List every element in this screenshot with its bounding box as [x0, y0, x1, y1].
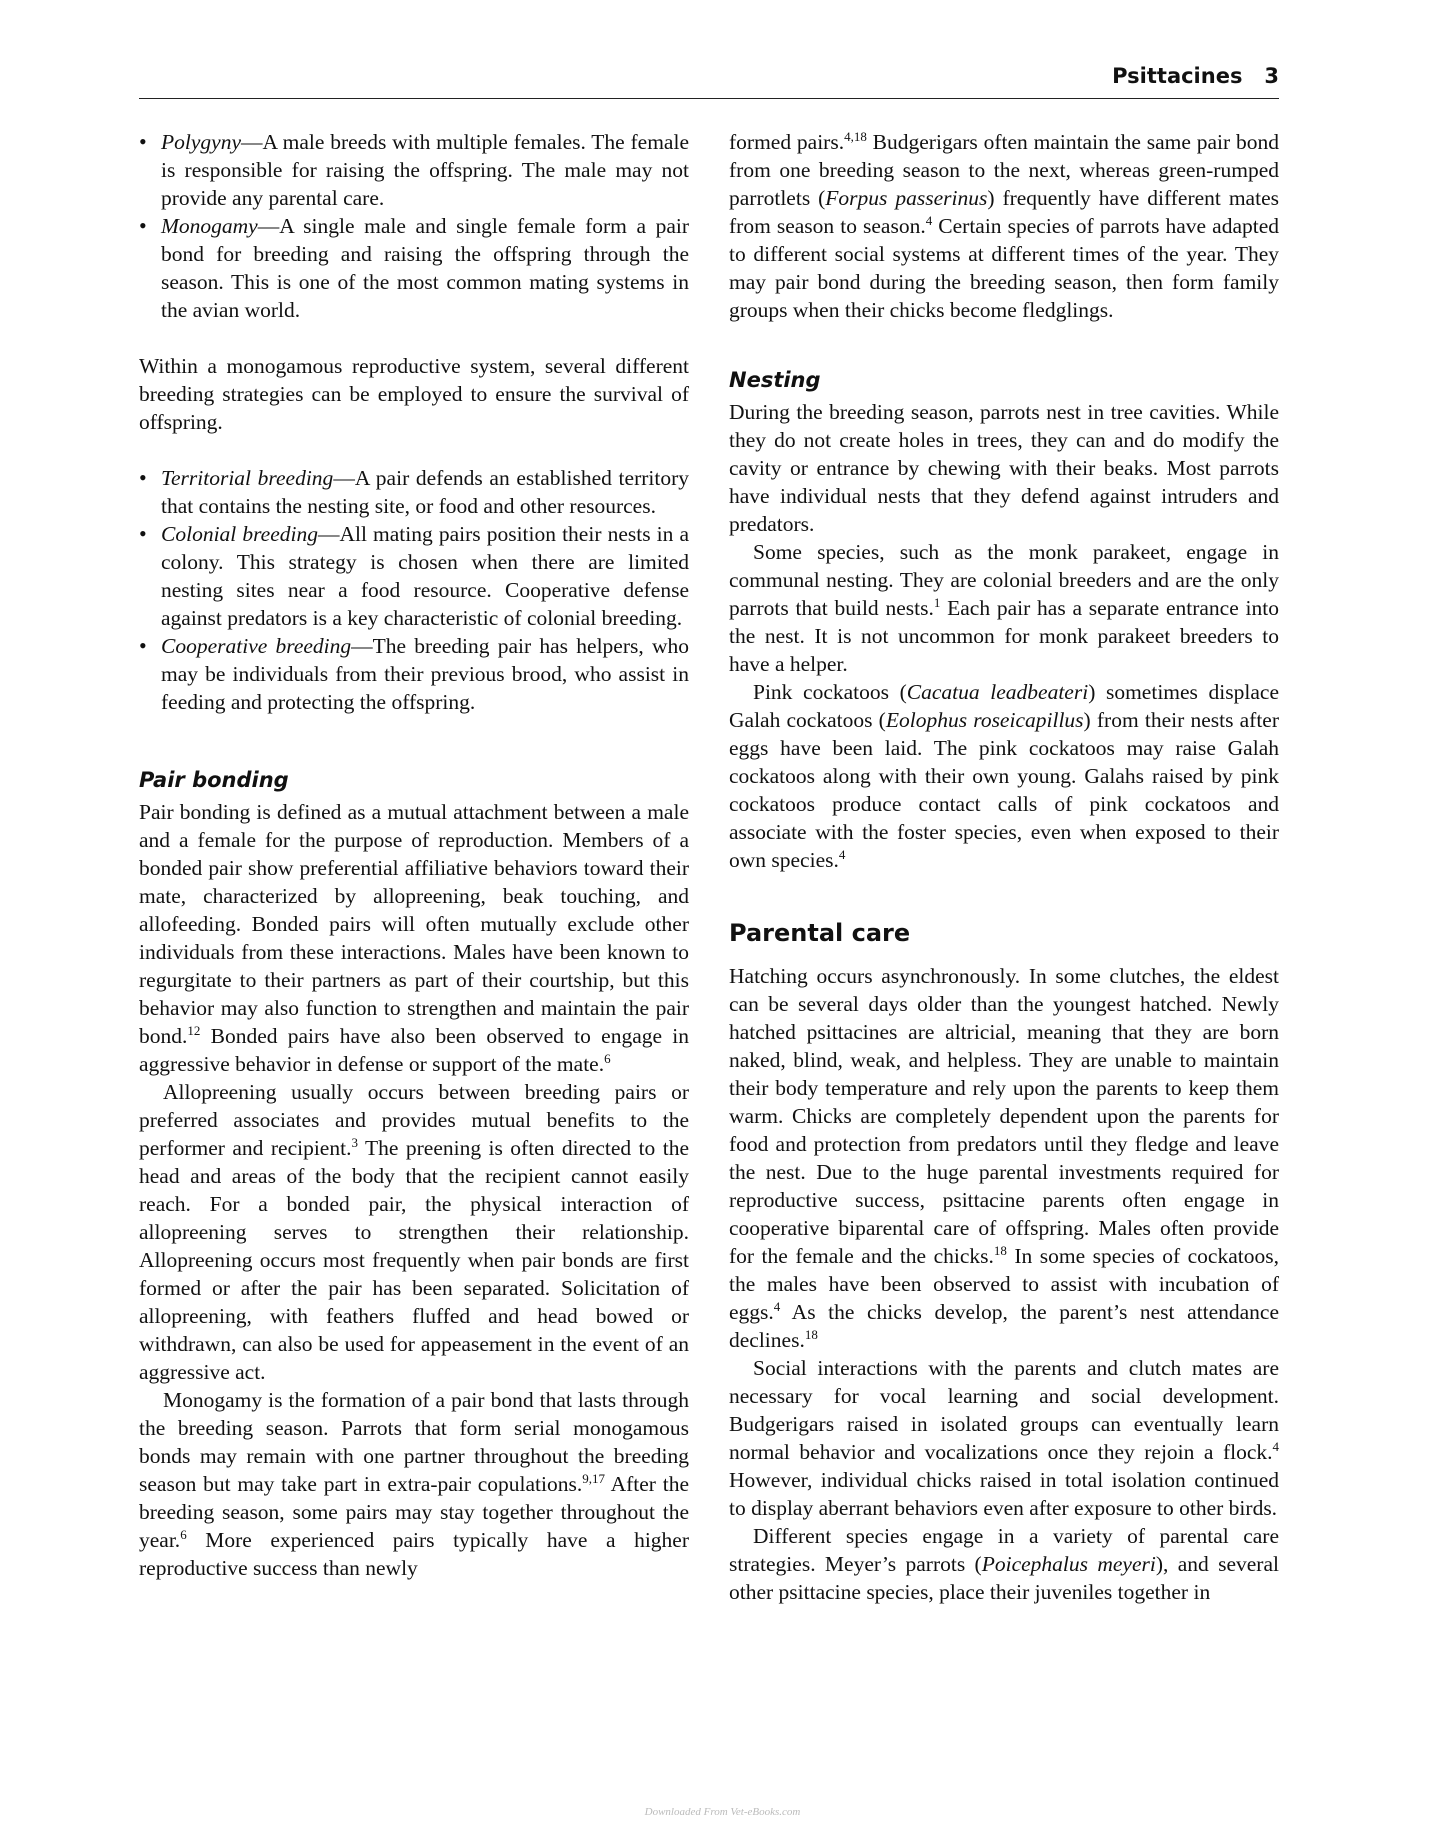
breeding-strategies-list: [139, 464, 689, 716]
list-item-colonial: [139, 520, 689, 632]
definition: —A single male and single female form a pair bond for breeding and raising the offspring through the season. This is one of the most common mating systems in the avian world.: [161, 214, 689, 322]
right-column: [729, 128, 1279, 1606]
definition: —A pair defends an established territory that contains the nesting site, or food and other resources.: [161, 466, 689, 518]
left-column: [139, 128, 689, 1582]
term: Cooperative breeding: [161, 634, 352, 658]
list-item-monogamy: [139, 212, 689, 324]
paragraph: Pair bonding is defined as a mutual attachment between a male and a female for the purpose of reproduction. Members of a bonded pair show preferential affiliative behaviors toward their mate, characterized by allopreening, beak touching, and allofeeding. Bonded pairs will often mutually exclude other individuals from these interactions. Males have been known to regurgitate to their partners as part of their courtship, but this behavior may also function to strengthen and maintain the pair bond.$^{12}$ Bonded pairs have also been observed to engage in aggressive behavior in defense or support of the mate.$^6$: [139, 800, 689, 1076]
term: Polygyny: [161, 130, 241, 154]
paragraph: Different species engage in a variety of parental care strategies. Meyer’s parrots (Poicephalus meyeri), and several other psittacine species, place their juveniles together in: [729, 1524, 1279, 1604]
mating-systems-list: [139, 128, 689, 324]
page-header: [139, 58, 1279, 98]
running-head: Psittacines 3: [1112, 64, 1279, 88]
term: Monogamy: [161, 214, 258, 238]
list-item-polygyny: [139, 128, 689, 212]
watermark-footer: Downloaded From Vet-eBooks.com: [644, 1806, 801, 1818]
paragraph: Some species, such as the monk parakeet, engage in communal nesting. They are colonial breeders and are the only parrots that build nests.$^1$ Each pair has a separate entrance into the nest. It is not uncommon for monk parakeet breeders to have a helper.: [729, 540, 1279, 676]
paragraph-intro: Within a monogamous reproductive system, several different breeding strategies can be employed to ensure the survival of offspring.: [139, 354, 689, 434]
definition: —The breeding pair has helpers, who may be individuals from their previous brood, who assist in feeding and protecting the offspring.: [161, 634, 689, 714]
paragraph: Allopreening usually occurs between breeding pairs or preferred associates and provides mutual benefits to the performer and recipient.$^3$ The preening is often directed to the head and areas of the body that the recipient cannot easily reach. For a bonded pair, the physical interaction of allopreening serves to strengthen their relationship. Allopreening occurs most frequently when pair bonds are first formed or after the pair has been separated. Solicitation of allopreening, with feathers fluffed and head bowed or withdrawn, can also be used for appeasement in the event of an aggressive act.: [139, 1080, 689, 1384]
header-rule: [139, 98, 1279, 99]
definition: —All mating pairs position their nests in a colony. This strategy is chosen when there are limited nesting sites near a food resource. Cooperative defense against predators is a key characteristic of colonial breeding.: [161, 522, 690, 630]
section-heading-parental-care: Parental care: [729, 919, 911, 947]
paragraph: Pink cockatoos (Cacatua leadbeateri) sometimes displace Galah cockatoos (Eolophus roseicapillus) from their nests after eggs have been laid. The pink cockatoos may raise Galah cockatoos along with their own young. Galahs raised by pink cockatoos produce contact calls of pink cockatoos and associate with the foster species, even when exposed to their own species.$^4$: [729, 680, 1280, 872]
section-heading-nesting: Nesting: [729, 368, 821, 392]
section-heading-pair-bonding: Pair bonding: [139, 768, 289, 792]
definition: —A male breeds with multiple females. The female is responsible for raising the offspring. The male may not provide any parental care.: [161, 130, 689, 210]
list-item-cooperative: [139, 632, 689, 716]
paragraph: formed pairs.$^{4,18}$ Budgerigars often maintain the same pair bond from one breeding season to the next, whereas green-rumped parrotlets (Forpus passerinus) frequently have different mates from season to season.$^4$ Certain species of parrots have adapted to different social systems at different times of the year. They may pair bond during the breeding season, then form family groups when their chicks become fledglings.: [729, 129, 1280, 322]
paragraph: Hatching occurs asynchronously. In some clutches, the eldest can be several days older than the youngest hatched. Newly hatched psittacines are altricial, meaning that they are born naked, blind, weak, and helpless. They are unable to maintain their body temperature and rely upon the parents to keep them warm. Chicks are completely dependent upon the parents for food and protection from predators until they fledge and leave the nest. Due to the huge parental investments required for reproductive success, psittacine parents often engage in cooperative biparental care of offspring. Males often provide for the female and the chicks.$^{18}$ In some species of cockatoos, the males have been observed to assist with incubation of eggs.$^4$ As the chicks develop, the parent’s nest attendance declines.$^{18}$: [729, 964, 1279, 1352]
term: Colonial breeding: [161, 522, 318, 546]
list-item-territorial: [139, 464, 689, 520]
paragraph: Social interactions with the parents and clutch mates are necessary for vocal learning and social development. Budgerigars raised in isolated groups can eventually learn normal behavior and vocalizations once they rejoin a flock.$^4$ However, individual chicks raised in total isolation continued to display aberrant behaviors even after exposure to other birds.: [729, 1356, 1279, 1520]
term: Territorial breeding: [161, 466, 334, 490]
paragraph: Monogamy is the formation of a pair bond that lasts through the breeding season. Parrots that form serial monogamous bonds may remain with one partner throughout the breeding season but may take part in extra-pair copulations.$^{9,17}$ After the breeding season, some pairs may stay together throughout the year.$^6$ More experienced pairs typically have a higher reproductive success than newly: [139, 1388, 689, 1580]
paragraph: During the breeding season, parrots nest in tree cavities. While they do not create holes in trees, they can and do modify the cavity or entrance by chewing with their beaks. Most parrots have individual nests that they defend against intruders and predators.: [729, 400, 1279, 536]
